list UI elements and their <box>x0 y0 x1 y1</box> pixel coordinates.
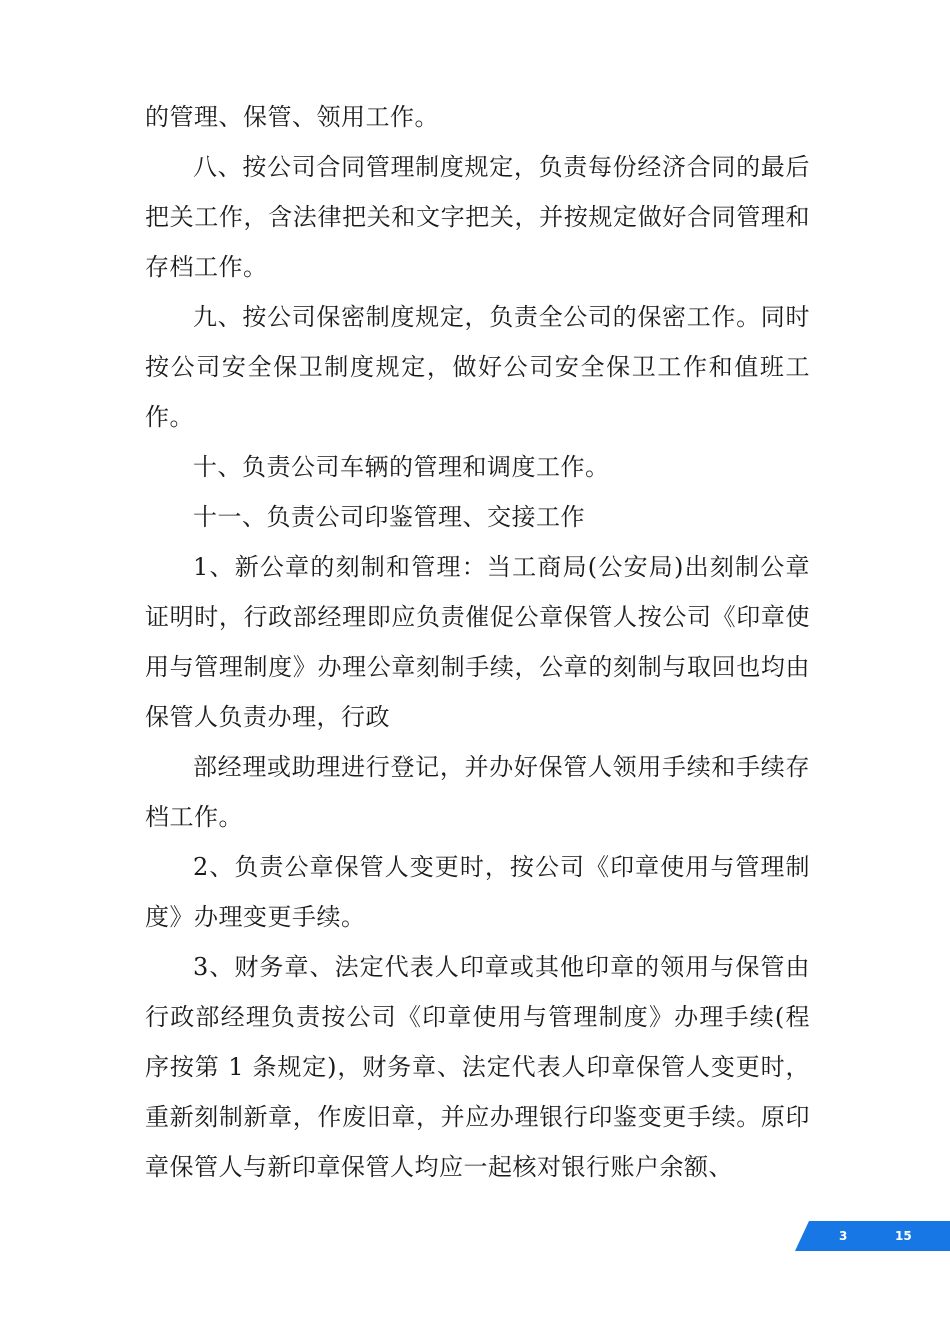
paragraph-7: 部经理或助理进行登记，并办好保管人领用手续和手续存档工作。 <box>145 753 810 831</box>
page-band-shape <box>795 1221 950 1251</box>
document-body <box>145 92 810 1192</box>
paragraph-4: 十、负责公司车辆的管理和调度工作。 <box>193 453 610 481</box>
paragraph-5: 十一、负责公司印鉴管理、交接工作 <box>193 503 585 531</box>
page-total-number: 15 <box>895 1229 912 1243</box>
paragraph-2: 八、按公司合同管理制度规定，负责每份经济合同的最后把关工作，含法律把关和文字把关，并按规定做好合同管理和存档工作。 <box>145 153 810 281</box>
paragraph-3: 九、按公司保密制度规定，负责全公司的保密工作。同时按公司安全保卫制度规定，做好公司安全保卫工作和值班工作。 <box>145 303 810 431</box>
page-number-band <box>795 1221 950 1251</box>
paragraph-1: 的管理、保管、领用工作。 <box>145 103 439 131</box>
paragraph-8: 2、负责公章保管人变更时，按公司《印章使用与管理制度》办理变更手续。 <box>145 853 810 931</box>
paragraph-6: 1、新公章的刻制和管理：当工商局(公安局)出刻制公章证明时，行政部经理即应负责催促公章保管人按公司《印章使用与管理制度》办理公章刻制手续，公章的刻制与取回也均由保管人负责办理，行政 <box>145 553 810 731</box>
paragraph-9: 3、财务章、法定代表人印章或其他印章的领用与保管由行政部经理负责按公司《印章使用与管理制度》办理手续(程序按第 1 条规定)，财务章、法定代表人印章保管人变更时，重新刻制新章，作废旧章，并应办理银行印鉴变更手续。原印章保管人与新印章保管人均应一起核对银行账户余额、 <box>145 953 810 1181</box>
page-current-number: 3 <box>839 1229 848 1243</box>
